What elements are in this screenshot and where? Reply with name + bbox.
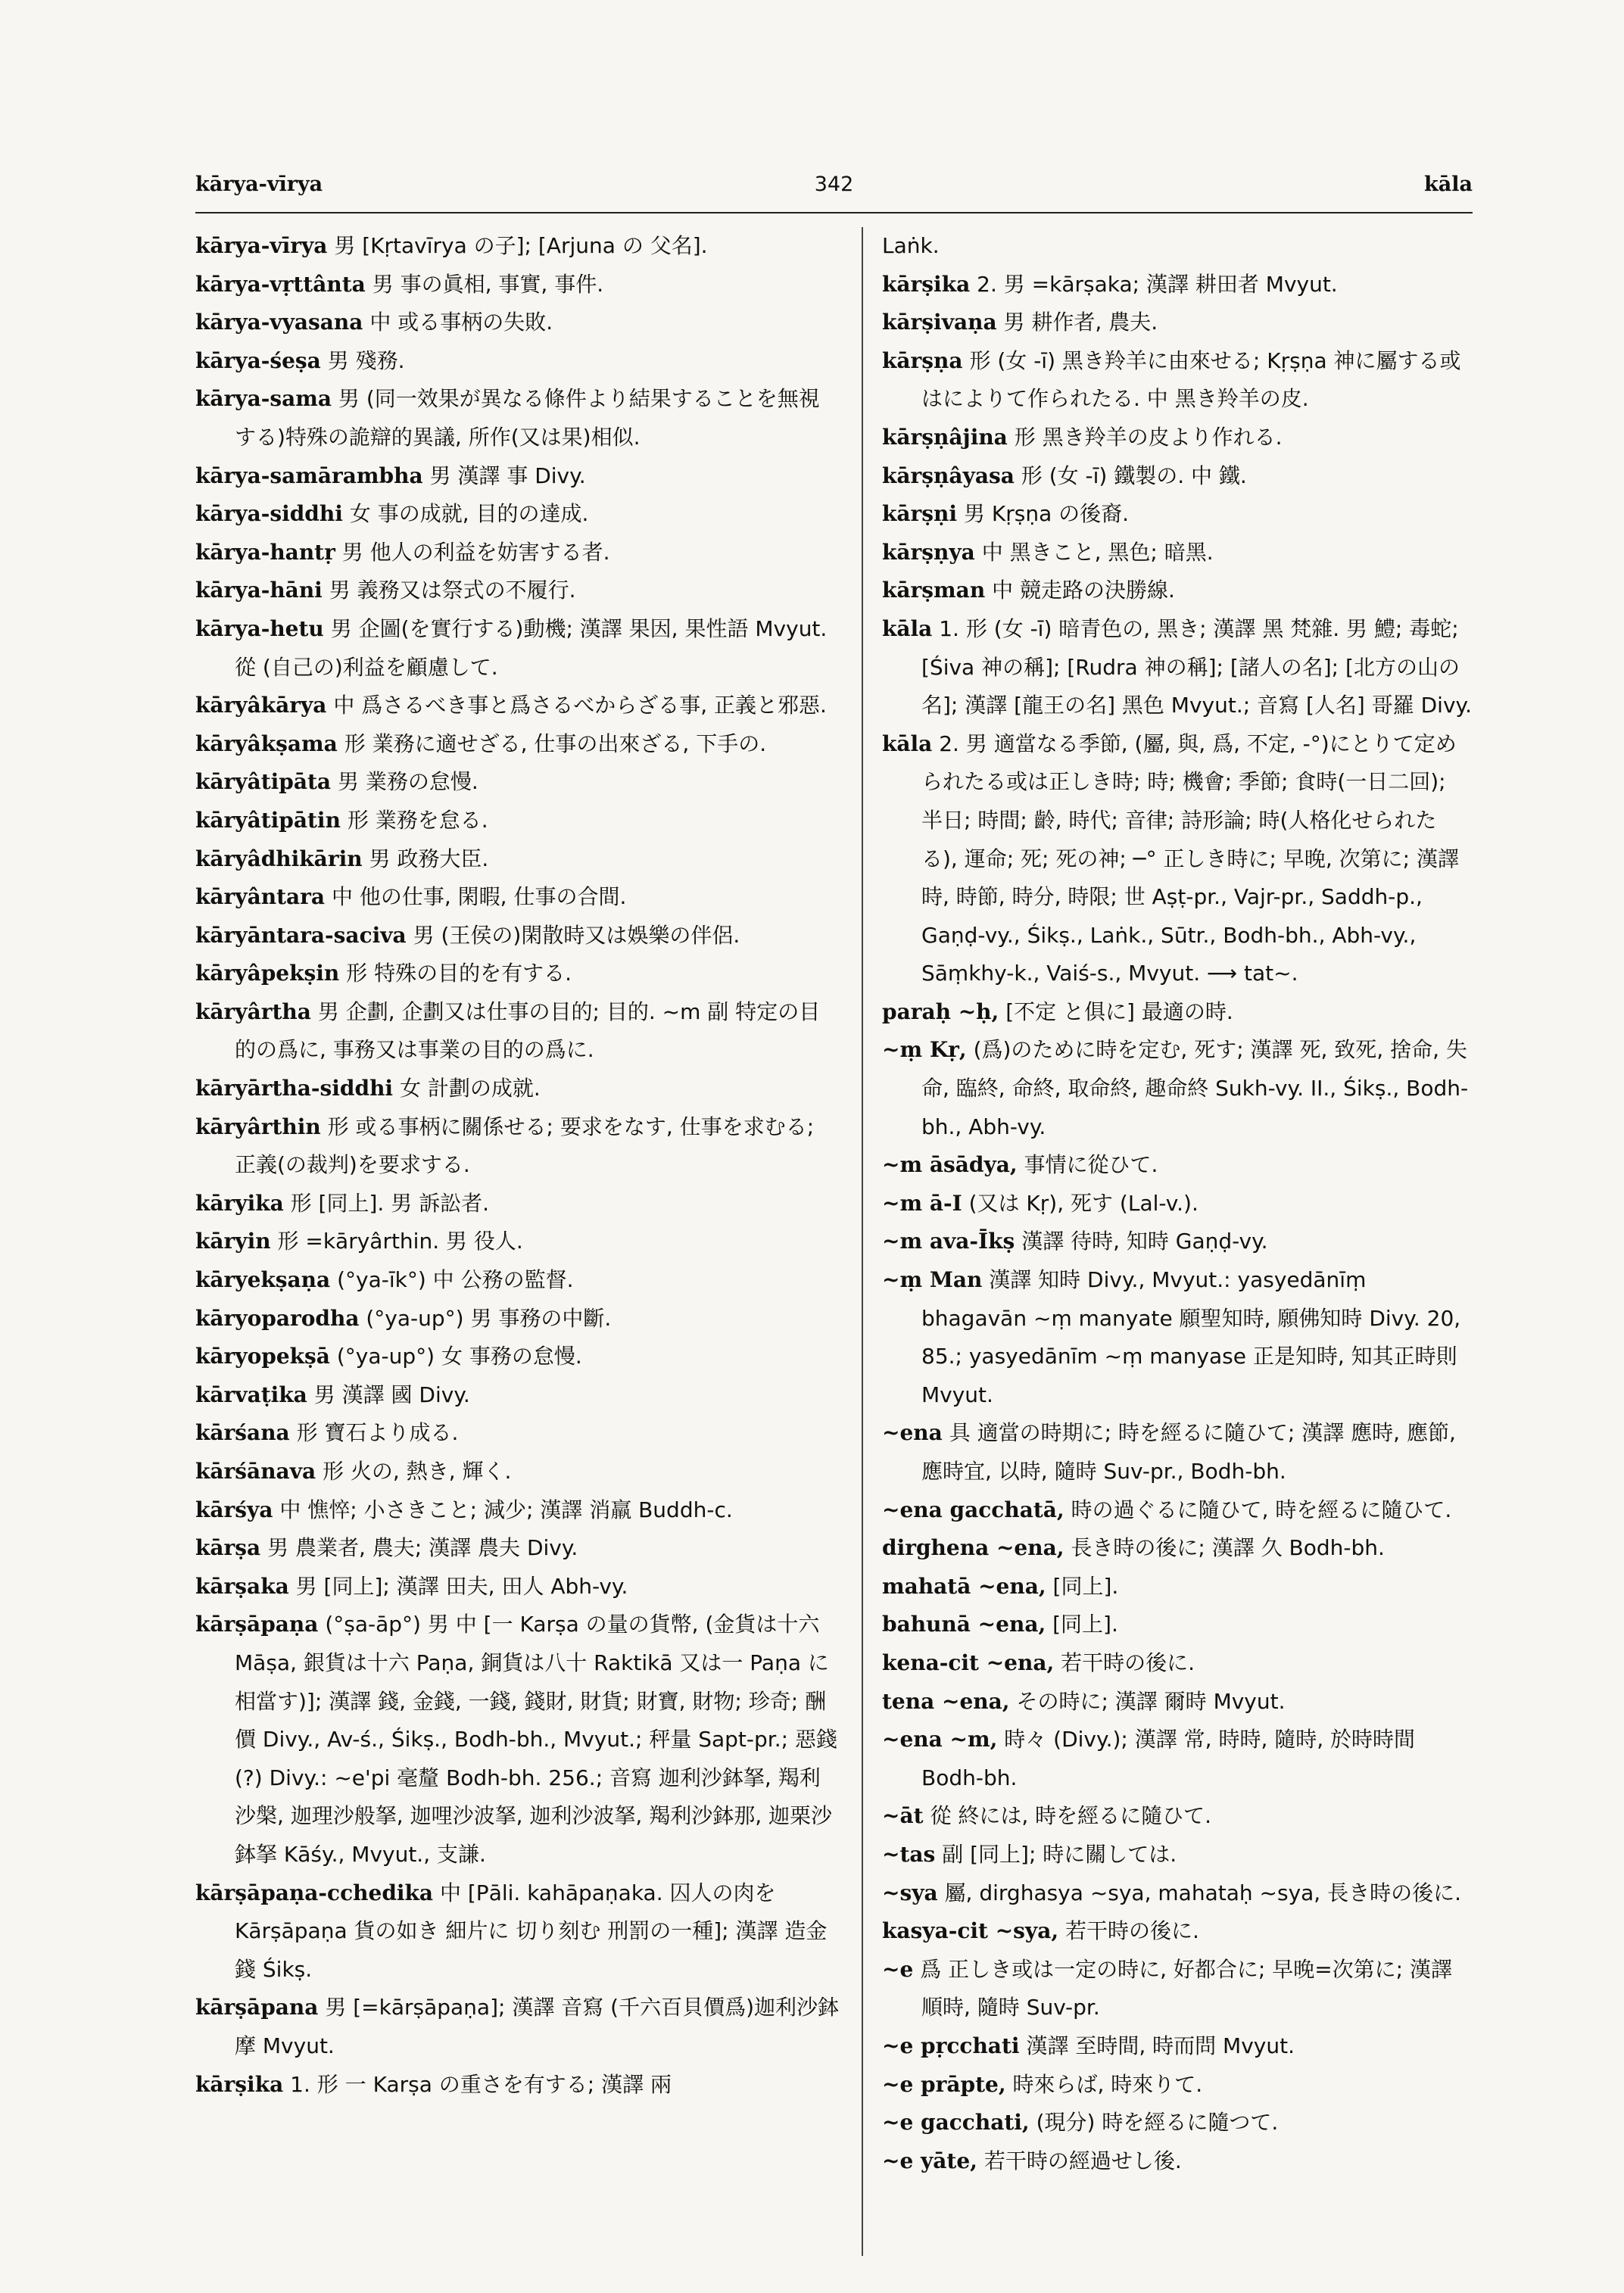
entry-headword: kārya-samārambha — [195, 463, 423, 488]
entry-headword: ~e yāte, — [882, 2148, 977, 2173]
dictionary-entry — [195, 687, 840, 725]
page-number: 342 — [814, 173, 854, 196]
entry-definition: 女 計劃の成就. — [399, 1076, 541, 1101]
entry-definition: 時々 (Divy.); 漢譯 常, 時時, 隨時, 於時時間 Bodh-bh. — [921, 1727, 1416, 1790]
entry-headword: kārya-vīrya — [195, 233, 328, 258]
dictionary-entry — [882, 1912, 1473, 1951]
entry-definition: 形 業務に適せざる, 仕事の出來ざる, 下手の. — [344, 731, 767, 756]
dictionary-entry — [882, 342, 1473, 419]
dictionary-entry — [195, 1529, 840, 1568]
header-right-guideword: kāla — [1424, 173, 1473, 196]
entry-headword: kārṣāpaṇa-cchedika — [195, 1880, 434, 1905]
entry-definition: 1. 形 (女 -ī) 暗青色の, 黑き; 漢譯 黑 梵雜. 男 鱧; 毒蛇; [Śiva 神の稱]; [Rudra 神の稱]; [諸人の名]; [北方の山の名]; 漢譯 [龍王の名] 黑色 Mvyut.; 音寫 [人名] 哥羅 Divy. — [921, 615, 1473, 718]
dictionary-entry — [195, 1338, 840, 1376]
dictionary-entry — [882, 304, 1473, 342]
entry-definition: 男 政務大臣. — [369, 846, 489, 871]
dictionary-entry — [882, 1797, 1473, 1836]
dictionary-entry — [195, 1568, 840, 1606]
entry-definition: (°ṣa-āp°) 男 中 [一 Karṣa の量の貨幣, (金貨は十六 Māṣa, 銀貨は十六 Paṇa, 銅貨は八十 Raktikā 又は一 Paṇa に相當す)]; 漢譯 錢, 金錢, 一錢, 錢財, 財貨; 財寶, 財物; 珍奇; 酬價 Divy., Av-ś., Śikṣ., Bodh-bh., Mvyut.; 秤量 Sapt-pr.; 惡錢(?) Divy.: ~e'pi 毫釐 Bodh-bh. 256.; 音寫 迦利沙鉢拏, 羯利沙槃, 迦理沙般拏, 迦哩沙波拏, 迦利沙波拏, 羯利沙鉢那, 迦栗沙鉢拏 Kāśy., Mvyut., 支謙. — [235, 1612, 837, 1867]
entry-definition: 爲 正しき或は一定の時に, 好都合に; 早晚=次第に; 漢譯 順時, 隨時 Suv-pr. — [920, 1956, 1453, 2020]
entry-definition: 男 (王侯の)閑散時又は娛樂の伴侶. — [413, 922, 740, 948]
dictionary-entry — [882, 1568, 1473, 1606]
entry-headword: kāryekṣaṇa — [195, 1267, 331, 1293]
entry-definition: 男 耕作者, 農夫. — [1003, 310, 1158, 335]
entry-headword: kārya-śeṣa — [195, 347, 321, 373]
dictionary-entry — [195, 1453, 840, 1491]
dictionary-entry — [195, 1108, 840, 1185]
entry-definition: 男 企圖(を實行する)動機; 漢譯 果因, 果性語 Mvyut. 從 (自己の)利益を顧慮して. — [235, 615, 828, 680]
entry-headword: kārya-vyasana — [195, 310, 363, 335]
dictionary-entry — [882, 1529, 1473, 1568]
dictionary-entry — [195, 1874, 840, 1989]
dictionary-entry — [195, 1261, 840, 1300]
entry-headword: kāryâkārya — [195, 693, 327, 718]
dictionary-entry — [195, 1223, 840, 1261]
dictionary-entry — [882, 1223, 1473, 1261]
entry-definition: 中 他の仕事, 閑暇, 仕事の合間. — [331, 884, 627, 910]
entry-definition: 具 適當の時期に; 時を經るに隨ひて; 漢譯 應時, 應節, 應時宜, 以時, 隨時 Suv-pr., Bodh-bh. — [921, 1420, 1456, 1484]
dictionary-entry — [195, 1989, 840, 2065]
entry-definition: 漢譯 待時, 知時 Gaṇḍ-vy. — [1021, 1229, 1268, 1254]
entry-definition: 形 特殊の目的を有する. — [346, 961, 572, 986]
entry-definition: 形 火の, 熱き, 輝く. — [323, 1459, 512, 1484]
entry-headword: kārṣāpaṇa — [195, 1612, 319, 1637]
dictionary-entry — [882, 572, 1473, 610]
dictionary-entry — [195, 2066, 840, 2105]
dictionary-entry — [195, 1300, 840, 1338]
entry-headword: kāryârthin — [195, 1114, 321, 1139]
dictionary-entry — [882, 1261, 1473, 1414]
entry-headword: kārṣman — [882, 578, 986, 603]
dictionary-entry — [882, 2142, 1473, 2181]
dictionary-entry — [195, 1185, 840, 1223]
left-column — [195, 227, 840, 2104]
dictionary-entry — [882, 495, 1473, 534]
dictionary-entry — [195, 227, 840, 266]
entry-headword: ~m ā-I — [882, 1190, 962, 1216]
entry-definition: 漢譯 至時間, 時而問 Mvyut. — [1026, 2033, 1295, 2058]
entry-headword: kārṣika — [195, 2071, 284, 2097]
entry-headword: kāryâtipāta — [195, 769, 332, 795]
entry-definition: 長き時の後に; 漢譯 久 Bodh-bh. — [1071, 1535, 1385, 1561]
entry-definition: その時に; 漢譯 爾時 Mvyut. — [1016, 1688, 1286, 1714]
entry-definition: 副 [同上]; 時に關しては. — [942, 1841, 1177, 1867]
entry-headword: kāryâdhikārin — [195, 846, 363, 871]
dictionary-entry — [882, 1644, 1473, 1683]
dictionary-entry — [195, 878, 840, 917]
entry-headword: kāla — [882, 615, 933, 641]
entry-headword: ~e gacchati, — [882, 2110, 1030, 2136]
entry-headword: bahunā ~ena, — [882, 1612, 1046, 1637]
entry-headword: kārya-hantṛ — [195, 539, 335, 565]
entry-headword: ~e — [882, 1956, 914, 1982]
entry-headword: ~m ava-Īkṣ — [882, 1229, 1015, 1254]
dictionary-entry — [882, 534, 1473, 572]
entry-headword: kārya-vṛttânta — [195, 271, 366, 297]
entry-headword: kārvaṭika — [195, 1382, 307, 1407]
entry-definition: 女 事の成就, 目的の達成. — [349, 501, 589, 527]
dictionary-entry — [882, 1721, 1473, 1797]
entry-definition: (又は Kṛ), 死す (Lal-v.). — [968, 1190, 1199, 1216]
entry-definition: 若干時の經過せし後. — [983, 2148, 1182, 2173]
dictionary-entry — [195, 840, 840, 879]
entry-headword: kārṣṇâjina — [882, 424, 1008, 450]
entry-definition: 男 [Kṛtavīrya の子]; [Arjuna の 父名]. — [334, 233, 708, 258]
entry-headword: ~ṃ Man — [882, 1267, 983, 1293]
entry-definition: 男 企劃, 企劃又は仕事の目的; 目的. ~m 副 特定の目的の爲に, 事務又は事業の目的の爲に. — [235, 999, 821, 1063]
entry-definition: 男 業務の怠慢. — [337, 769, 478, 795]
entry-definition: 若干時の後に. — [1065, 1918, 1199, 1944]
entry-headword: kāryika — [195, 1190, 284, 1216]
entry-definition: 時の過ぐるに隨ひて, 時を經るに隨ひて. — [1071, 1497, 1452, 1522]
entry-definition: (°ya-īk°) 中 公務の監督. — [337, 1267, 574, 1293]
entry-headword: kāryântara — [195, 884, 326, 910]
entry-headword: mahatā ~ena, — [882, 1573, 1046, 1599]
entry-headword: kārya-siddhi — [195, 501, 343, 527]
dictionary-entry — [882, 266, 1473, 304]
entry-definition: (°ya-up°) 女 事務の怠慢. — [336, 1344, 582, 1369]
entry-headword: kārṣa — [195, 1535, 261, 1561]
entry-definition: (現分) 時を經るに隨つて. — [1036, 2110, 1279, 2136]
dictionary-entry — [195, 342, 840, 381]
dictionary-entry — [882, 2066, 1473, 2105]
entry-definition: 中 或る事柄の失敗. — [369, 310, 553, 335]
entry-headword: kārśya — [195, 1497, 273, 1522]
entry-headword: ~e prāpte, — [882, 2071, 1006, 2097]
entry-definition: 漢譯 知時 Divy., Mvyut.: yasyedānīṃ bhagavān ~ṃ manyate 願聖知時, 願佛知時 Divy. 20, 85.; yasyedānīm ~ṃ manyase 正是知時, 知其正時則 Mvyut. — [921, 1267, 1461, 1407]
entry-headword: dirghena ~ena, — [882, 1535, 1064, 1561]
dictionary-entry — [882, 993, 1473, 1032]
dictionary-entry — [882, 1146, 1473, 1185]
entry-definition: 中 爲さるべき事と爲さるべからざる事, 正義と邪惡. — [333, 693, 827, 718]
entry-definition: 形 [同上]. 男 訴訟者. — [290, 1190, 490, 1216]
entry-definition: 男 殘務. — [327, 347, 405, 373]
dictionary-entry — [882, 610, 1473, 725]
entry-headword: ~āt — [882, 1803, 924, 1829]
entry-headword: kāryârtha — [195, 999, 311, 1024]
entry-headword: kāryâkṣama — [195, 731, 338, 756]
dictionary-entry — [882, 227, 1473, 266]
entry-definition: 男 漢譯 國 Divy. — [313, 1382, 470, 1407]
dictionary-entry — [195, 610, 840, 687]
entry-headword: kāryārtha-siddhi — [195, 1076, 394, 1101]
dictionary-entry — [882, 725, 1473, 993]
entry-headword: kārśana — [195, 1420, 290, 1446]
entry-headword: ~m āsādya, — [882, 1152, 1018, 1178]
entry-definition: 男 他人の利益を妨害する者. — [341, 539, 610, 565]
entry-definition: 屬, dirghasya ~sya, mahataḥ ~sya, 長き時の後に. — [944, 1880, 1461, 1905]
entry-headword: kārṣika — [882, 271, 971, 297]
dictionary-entry — [882, 1031, 1473, 1146]
entry-definition: 男 漢譯 事 Divy. — [429, 463, 586, 488]
entry-definition: (爲)のために時を定む, 死す; 漢譯 死, 致死, 捨命, 失命, 臨終, 命終, 取命終, 趣命終 Sukh-vy. II., Śikṣ., Bodh-bh., Abh-vy. — [921, 1037, 1469, 1139]
entry-definition: 男 [=kārṣāpaṇa]; 漢譯 音寫 (千六百貝價爲)迦利沙鉢摩 Mvyut. — [235, 1995, 839, 2058]
dictionary-entry — [195, 1414, 840, 1453]
entry-definition: 中 [Pāli. kahāpaṇaka. 囚人の肉を Kārṣāpaṇa 貨の如き 細片に 切り刻む 刑罰の一種]; 漢譯 造金錢 Śikṣ. — [235, 1880, 828, 1982]
entry-headword: kāryopekṣā — [195, 1344, 330, 1369]
dictionary-entry — [882, 1683, 1473, 1721]
entry-headword: ~e pṛcchati — [882, 2033, 1020, 2058]
entry-definition: 形 黑き羚羊の皮より作れる. — [1014, 424, 1283, 450]
dictionary-entry — [882, 1836, 1473, 1874]
entry-headword: kārya-sama — [195, 386, 332, 412]
entry-headword: kārṣivaṇa — [882, 310, 997, 335]
dictionary-entry — [882, 1951, 1473, 2027]
entry-definition: 中 競走路の決勝線. — [992, 578, 1175, 603]
entry-headword: ~ena gacchatā, — [882, 1497, 1064, 1522]
column-divider — [862, 227, 863, 2256]
dictionary-entry — [195, 572, 840, 610]
entry-headword: ~tas — [882, 1841, 936, 1867]
entry-headword: kārṣaka — [195, 1573, 289, 1599]
dictionary-entry — [195, 993, 840, 1070]
entry-headword: kāryin — [195, 1229, 271, 1254]
entry-definition: 從 終には, 時を經るに隨ひて. — [930, 1803, 1212, 1829]
entry-definition: 若干時の後に. — [1061, 1650, 1195, 1675]
entry-definition: 男 Kṛṣṇa の後裔. — [963, 501, 1130, 527]
dictionary-entry — [882, 457, 1473, 496]
dictionary-entry — [195, 266, 840, 304]
entry-definition: 中 憔悴; 小さきこと; 減少; 漢譯 消羸 Buddh-c. — [279, 1497, 733, 1522]
dictionary-entry — [882, 1606, 1473, 1644]
entry-definition: 男 事の眞相, 事實, 事件. — [372, 271, 604, 297]
entry-definition: 形 (女 -ī) 鐵製の. 中 鐵. — [1021, 463, 1247, 488]
dictionary-entry — [195, 380, 840, 456]
entry-headword: kāryâpekṣin — [195, 961, 340, 986]
entry-headword: kena-cit ~ena, — [882, 1650, 1055, 1675]
entry-definition: 中 黑きこと, 黑色; 暗黑. — [981, 539, 1214, 565]
dictionary-entry — [195, 763, 840, 802]
header-rule — [195, 212, 1473, 213]
entry-headword: kāryoparodha — [195, 1305, 360, 1331]
dictionary-entry — [195, 1491, 840, 1530]
entry-definition: 2. 男 適當なる季節, (屬, 與, 爲, 不定, -°)にとりて定められたる或は正しき時; 時; 機會; 季節; 食時(一日二回); 半日; 時間; 齡, 時代; 音律; 詩形論; 時(人格化せられたる), 運命; 死; 死の神; ─° 正しき時に; 早晚, 次第に; 漢譯 時, 時節, 時分, 時限; 世 Aṣṭ-pr., Vajr-pr., Saddh-p., Gaṇḍ-vy., Śikṣ., Laṅk., Sūtr., Bodh-bh., Abh-vy., Sāṃkhy-k., Vaiś-s., Mvyut. ⟶ tat~. — [921, 731, 1459, 986]
dictionary-entry — [882, 1185, 1473, 1223]
header-left-guideword: kārya-vīrya — [195, 173, 323, 196]
entry-definition: 2. 男 =kārṣaka; 漢譯 耕田者 Mvyut. — [977, 271, 1338, 297]
entry-definition: 男 義務又は祭式の不履行. — [329, 578, 576, 603]
entry-headword: kārṣṇi — [882, 501, 958, 527]
dictionary-entry — [195, 457, 840, 496]
entry-definition: 男 (同一效果が異なる條件より結果することを無視する)特殊の詭辯的異議, 所作(又は果)相似. — [235, 386, 820, 450]
right-column — [882, 227, 1473, 2180]
entry-headword: kāla — [882, 731, 933, 756]
dictionary-entry — [195, 1376, 840, 1415]
dictionary-entry — [195, 725, 840, 764]
entry-headword: kāryāntara-saciva — [195, 922, 407, 948]
entry-definition: 男 農業者, 農夫; 漢譯 農夫 Divy. — [267, 1535, 578, 1561]
entry-headword: kārya-hāni — [195, 578, 323, 603]
entry-headword: ~ṃ Kṛ, — [882, 1037, 967, 1063]
entry-definition: 時來らば, 時來りて. — [1012, 2071, 1203, 2097]
dictionary-entry — [195, 955, 840, 993]
entry-headword: kārṣṇya — [882, 539, 975, 565]
entry-headword: kārya-hetu — [195, 615, 324, 641]
page-header — [195, 173, 1473, 203]
dictionary-entry — [882, 1491, 1473, 1530]
entry-headword: ~ena ~m, — [882, 1727, 998, 1752]
dictionary-entry — [195, 802, 840, 840]
entry-definition: Laṅk. — [882, 233, 940, 258]
dictionary-entry — [195, 1606, 840, 1874]
dictionary-entry — [882, 2027, 1473, 2066]
entry-headword: kārṣṇâyasa — [882, 463, 1015, 488]
entry-definition: [同上]. — [1052, 1612, 1118, 1637]
entry-definition: 形 寶石より成る. — [296, 1420, 459, 1446]
entry-definition: (°ya-up°) 男 事務の中斷. — [366, 1305, 612, 1331]
entry-definition: 形 業務を怠る. — [347, 807, 488, 833]
entry-headword: ~ena — [882, 1420, 943, 1446]
dictionary-entry — [882, 419, 1473, 457]
entry-definition: 形 或る事柄に關係せる; 要求をなす, 仕事を求むる; 正義(の裁判)を要求する. — [235, 1114, 815, 1178]
dictionary-entry — [195, 304, 840, 342]
entry-headword: kāryâtipātin — [195, 807, 341, 833]
dictionary-entry — [882, 1414, 1473, 1491]
entry-definition: 形 (女 -ī) 黑き羚羊に由來せる; Kṛṣṇa 神に屬する或はによりて作られたる. 中 黑き羚羊の皮. — [921, 347, 1461, 412]
entry-headword: kārṣṇa — [882, 347, 963, 373]
dictionary-entry — [195, 1070, 840, 1108]
entry-headword: kārṣāpana — [195, 1995, 319, 2020]
entry-headword: kārśānava — [195, 1459, 316, 1484]
entry-headword: tena ~ena, — [882, 1688, 1010, 1714]
dictionary-entry — [195, 495, 840, 534]
dictionary-entry — [882, 2104, 1473, 2142]
entry-headword: kasya-cit ~sya, — [882, 1918, 1059, 1944]
entry-headword: ~sya — [882, 1880, 938, 1905]
entry-definition: 形 =kāryârthin. 男 役人. — [277, 1229, 523, 1254]
dictionary-entry — [882, 1874, 1473, 1913]
entry-definition: 男 [同上]; 漢譯 田夫, 田人 Abh-vy. — [295, 1573, 628, 1599]
dictionary-entry — [195, 917, 840, 955]
entry-definition: 1. 形 一 Karṣa の重さを有する; 漢譯 兩 — [290, 2071, 672, 2097]
entry-definition: 事情に從ひて. — [1024, 1152, 1158, 1178]
entry-definition: [不定 と俱に] 最適の時. — [1005, 999, 1233, 1024]
entry-definition: [同上]. — [1052, 1573, 1119, 1599]
dictionary-entry — [195, 534, 840, 572]
entry-headword: paraḥ ~ḥ, — [882, 999, 999, 1024]
